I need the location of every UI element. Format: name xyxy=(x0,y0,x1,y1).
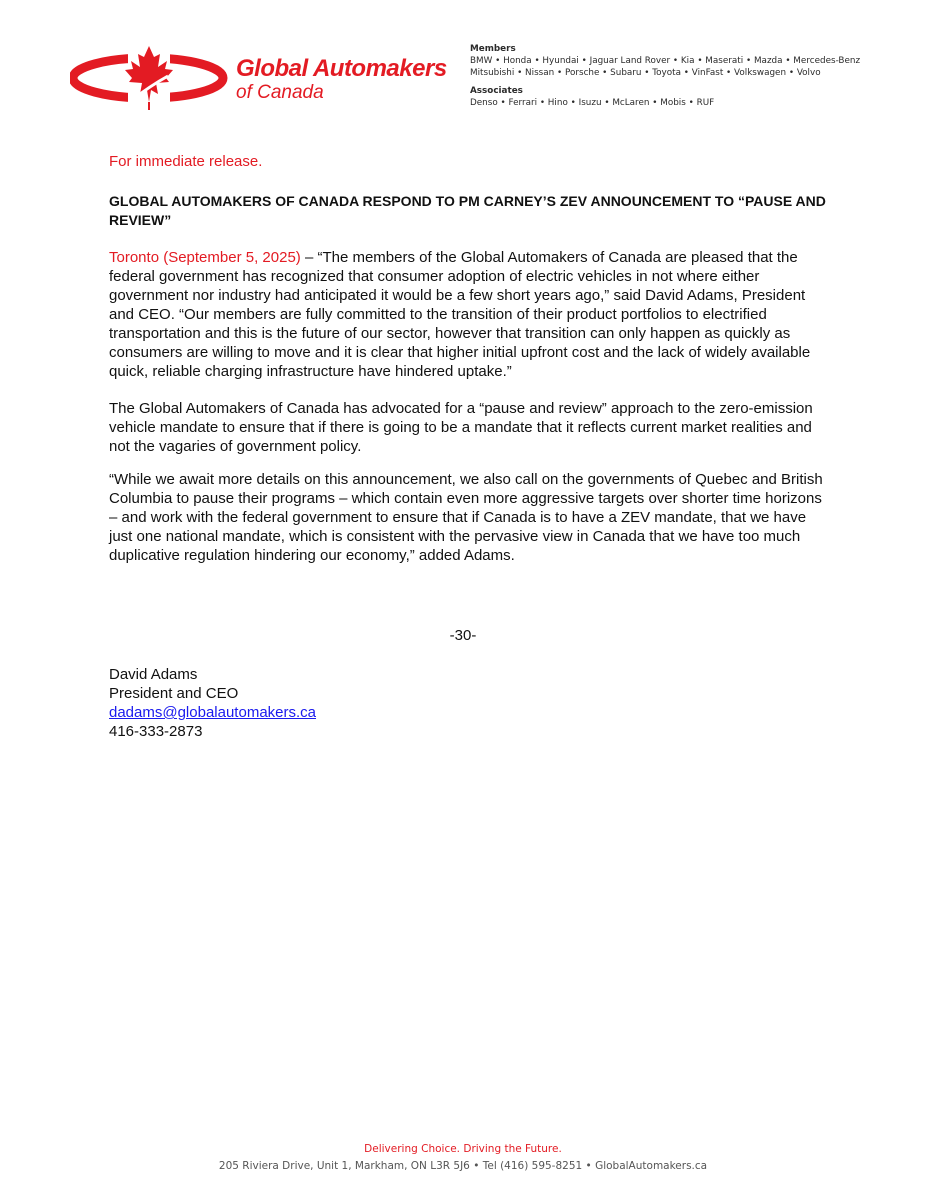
members-block xyxy=(470,43,910,109)
company-logo xyxy=(70,42,450,114)
press-release-headline: GLOBAL AUTOMAKERS OF CANADA RESPOND TO PM CARNEY’S ZEV ANNOUNCEMENT TO “PAUSE AND REVIEW” xyxy=(109,193,826,228)
paragraph-1 xyxy=(109,248,831,381)
footer-address: 205 Riviera Drive, Unit 1, Markham, ON L3R 5J6 • Tel (416) 595-8251 • GlobalAutomakers.ca xyxy=(218,1160,708,1172)
associates-list: Denso • Ferrari • Hino • Isuzu • McLaren • Mobis • RUF xyxy=(470,98,715,108)
end-mark: -30- xyxy=(449,627,477,644)
paragraph-3: “While we await more details on this announcement, we also call on the governments of Quebec and British Columbia to pause their programs – which contain even more aggressive targets over shorter time horizons – and work with the federal government to ensure that if Canada is to have a ZEV mandate, that we have just one national mandate, which is consistent with the pervasive view in Canada that we have too much duplicative regulation hindering our economy,” added Adams. xyxy=(109,471,823,564)
contact-email-link[interactable]: dadams@globalautomakers.ca xyxy=(109,704,317,721)
contact-title: President and CEO xyxy=(109,685,239,702)
associates-heading: Associates xyxy=(470,86,523,96)
members-heading: Members xyxy=(470,44,516,54)
logo-subtitle: of Canada xyxy=(236,82,324,103)
release-label: For immediate release. xyxy=(109,153,263,170)
contact-phone: 416-333-2873 xyxy=(109,723,203,740)
footer-tagline: Delivering Choice. Driving the Future. xyxy=(364,1143,562,1155)
dateline: Toronto (September 5, 2025) xyxy=(109,249,301,266)
members-list-line-2: Mitsubishi • Nissan • Porsche • Subaru • Toyota • VinFast • Volkswagen • Volvo xyxy=(470,68,821,78)
logo-title: Global Automakers xyxy=(236,55,447,82)
paragraph-2: The Global Automakers of Canada has advocated for a “pause and review” approach to the zero-emission vehicle mandate to ensure that if there is going to be a mandate that it reflects current market realities and not the vagaries of government policy. xyxy=(109,400,813,455)
contact-block xyxy=(109,665,316,741)
paragraph-1-text: – “The members of the Global Automakers of Canada are pleased that the federal government has recognized that consumer adoption of electric vehicles in not where either government nor industry had anticipated it would be a few short years ago,” said David Adams, President and CEO. “Our members are fully committed to the transition of their product portfolios to electrified transportation and this is the future of our sector, however that transition can only happen as quickly as consumers are willing to move and it is clear that higher initial upfront cost and the lack of widely available quick, reliable charging infrastructure have hindered uptake.” xyxy=(109,249,811,380)
members-list-line-1: BMW • Honda • Hyundai • Jaguar Land Rover • Kia • Maserati • Mazda • Mercedes-Benz xyxy=(470,56,861,66)
contact-name: David Adams xyxy=(109,666,198,683)
maple-leaf-swoosh-icon xyxy=(70,42,230,114)
